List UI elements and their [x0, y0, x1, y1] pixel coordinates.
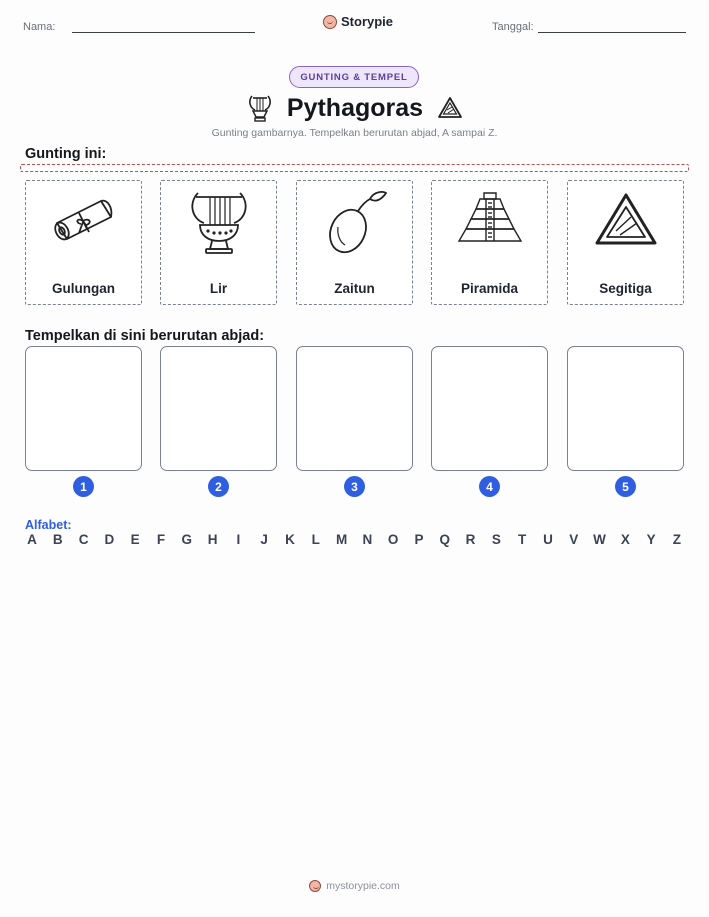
date-label: Tanggal: [492, 21, 534, 33]
card-label: Segitiga [599, 281, 652, 296]
lyre-icon [247, 93, 273, 123]
card-label: Lir [209, 281, 228, 296]
page-title [230, 89, 480, 127]
paste-slot-2[interactable] [160, 346, 277, 471]
olive-icon [320, 187, 390, 257]
card-label: Gulungan [52, 281, 115, 296]
date-line[interactable] [538, 32, 686, 33]
scroll-icon [49, 187, 119, 257]
activity-badge: GUNTING & TEMPEL [289, 66, 419, 88]
cut-card-lir[interactable] [160, 180, 277, 305]
cut-line [20, 164, 689, 172]
alphabet-letter: J [260, 532, 268, 547]
pyramid-icon [455, 187, 525, 257]
alphabet-letter: E [130, 532, 140, 547]
alphabet-letter: V [569, 532, 579, 547]
title-text: Pythagoras [286, 93, 424, 122]
alphabet-letter: I [236, 532, 241, 547]
alphabet-letter: P [414, 532, 424, 547]
slot-number-badge: 3 [344, 476, 365, 497]
alphabet-letter: D [104, 532, 115, 547]
instructions: Gunting gambarnya. Tempelkan berurutan abjad, A sampai Z. [211, 127, 498, 139]
alphabet-letter: N [362, 532, 373, 547]
slot-number-badge: 1 [73, 476, 94, 497]
footer [0, 880, 709, 892]
cut-card-segitiga[interactable] [567, 180, 684, 305]
alphabet-letter: L [311, 532, 320, 547]
alphabet-letter: S [491, 532, 501, 547]
card-label: Zaitun [334, 281, 375, 296]
storypie-logo-icon [309, 880, 321, 892]
alphabet-letter: A [27, 532, 37, 547]
paste-slot-3[interactable] [296, 346, 413, 471]
alphabet-letter: M [335, 532, 348, 547]
lyre-icon [184, 187, 254, 257]
cut-card-zaitun[interactable] [296, 180, 413, 305]
alphabet-row [25, 532, 684, 552]
slot-number-badge: 5 [615, 476, 636, 497]
alphabet-letter: Z [672, 532, 682, 547]
alphabet-letter: C [78, 532, 89, 547]
slot-number-badge: 2 [208, 476, 229, 497]
alphabet-letter: Y [646, 532, 656, 547]
card-label: Piramida [460, 281, 519, 296]
slot-number-badge: 4 [479, 476, 500, 497]
alphabet-letter: H [207, 532, 218, 547]
alphabet-letter: W [593, 532, 606, 547]
alphabet-letter: B [52, 532, 63, 547]
alphabet-letter: T [518, 532, 527, 547]
storypie-logo-icon [323, 15, 337, 29]
cut-card-gulungan[interactable] [25, 180, 142, 305]
alphabet-letter: F [156, 532, 166, 547]
paste-slot-1[interactable] [25, 346, 142, 471]
alphabet-letter: K [285, 532, 295, 547]
paste-heading: Tempelkan di sini berurutan abjad: [25, 328, 265, 344]
triangle-icon [437, 96, 463, 120]
triangle-icon [591, 187, 661, 257]
alphabet-letter: Q [439, 532, 450, 547]
cut-card-piramida[interactable] [431, 180, 548, 305]
alphabet-heading: Alfabet: [25, 518, 72, 532]
alphabet-letter: U [543, 532, 553, 547]
alphabet-letter: G [181, 532, 193, 547]
footer-url[interactable]: mystorypie.com [326, 880, 400, 892]
brand-name: Storypie [341, 14, 394, 29]
alphabet-letter: R [465, 532, 476, 547]
paste-slot-4[interactable] [431, 346, 548, 471]
paste-slot-5[interactable] [567, 346, 684, 471]
brand-logo [323, 14, 393, 29]
cut-heading: Gunting ini: [25, 146, 107, 162]
alphabet-letter: O [387, 532, 399, 547]
alphabet-letter: X [620, 532, 630, 547]
name-label: Nama: [23, 21, 56, 33]
name-line[interactable] [72, 32, 255, 33]
